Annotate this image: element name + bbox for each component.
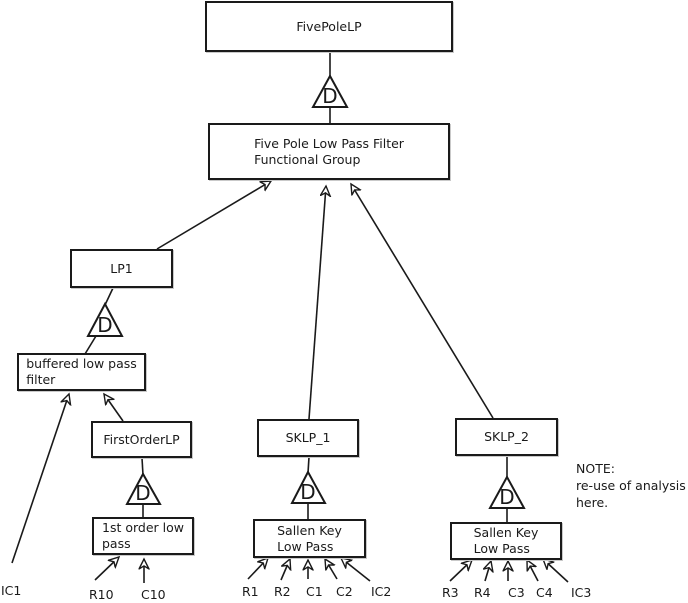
component-label-r4: R4 [474,585,491,600]
edge-ic3-to-sallen-key-2 [543,559,568,582]
node-label-line: Five Pole Low Pass Filter [254,135,404,151]
node-label-line: pass [102,536,131,551]
component-label-c10: C10 [141,587,166,602]
node-five-pole-lp [205,1,453,52]
edge-ic2-to-sallen-key-1 [341,558,370,581]
edge-c4-to-sallen-key-2 [527,560,538,581]
component-label-r1: R1 [242,584,259,599]
component-label-c4: C4 [536,585,553,600]
note-line: re-use of analysis [576,478,686,493]
node-label: FivePoleLP [296,18,362,34]
node-label-line: Low Pass [277,538,334,554]
node-label: FirstOrderLP [103,431,180,447]
edge-lp1-to-triangle [105,288,113,305]
node-label: SKLP_1 [285,430,331,445]
node-first-order-impl [92,517,194,555]
edge-ic1-to-buffered-filter [12,394,69,563]
decomposition-letter: D [322,84,338,108]
node-label-line: Functional Group [254,151,361,167]
node-label: SKLP_2 [484,429,529,444]
decomposition-triangle-sklp1 [292,472,325,504]
component-label-ic2: IC2 [371,584,392,599]
component-label-c2: C2 [336,584,353,599]
edge-triangle-to-buffered-filter [85,336,96,354]
node-label-line: buffered low pass [26,356,137,371]
edge-c2-to-sallen-key-1 [325,559,337,579]
note-line: here. [576,495,609,510]
component-label-c1: C1 [306,584,323,599]
note-annotation [576,460,686,511]
decomposition-triangle-fivepolelp [313,76,347,108]
component-label-ic1: IC1 [1,583,22,598]
node-first-order-lp [91,421,192,458]
node-label: LP1 [110,260,133,276]
edge-r4-to-sallen-key-2 [485,561,491,581]
decomposition-triangle-sklp2 [490,477,524,509]
decomposition-letter: D [97,313,113,337]
node-sklp-1 [257,419,359,457]
node-label-line: Sallen Key [473,525,539,540]
decomposition-triangle-firstorderlp [127,474,160,505]
node-sallen-key-2 [450,522,562,560]
decomposition-letter: D [499,485,515,509]
node-buffered-filter [17,353,146,391]
node-label-line: Sallen Key [277,522,342,538]
node-label-line: filter [26,372,56,387]
component-label-r3: R3 [442,585,459,600]
node-lp1 [70,249,173,288]
note-line: NOTE: [576,461,615,476]
edge-firstorderlp-to-buffered-filter [104,394,123,421]
edge-r10-to-first-order-impl [95,557,119,580]
decomposition-triangle-lp1 [88,304,122,337]
decomposition-letter: D [135,481,151,505]
decomposition-letter: D [300,480,316,504]
component-label-ic3: IC3 [571,585,592,600]
component-label-r2: R2 [274,584,291,599]
node-label-line: 1st order low [102,520,184,535]
edge-r3-to-sallen-key-2 [450,560,472,581]
edge-r2-to-sallen-key-1 [281,559,290,580]
node-sallen-key-1 [253,519,366,558]
component-label-c3: C3 [508,585,525,600]
edge-r1-to-sallen-key-1 [248,558,268,579]
edge-sklp1-to-functional-group [309,186,326,419]
component-label-r10: R10 [89,587,114,602]
node-label-line: Low Pass [473,541,530,556]
edge-sklp2-to-functional-group [351,184,493,418]
node-functional-group [208,123,450,180]
edge-lp1-to-functional-group [157,181,271,249]
node-sklp-2 [455,418,558,456]
